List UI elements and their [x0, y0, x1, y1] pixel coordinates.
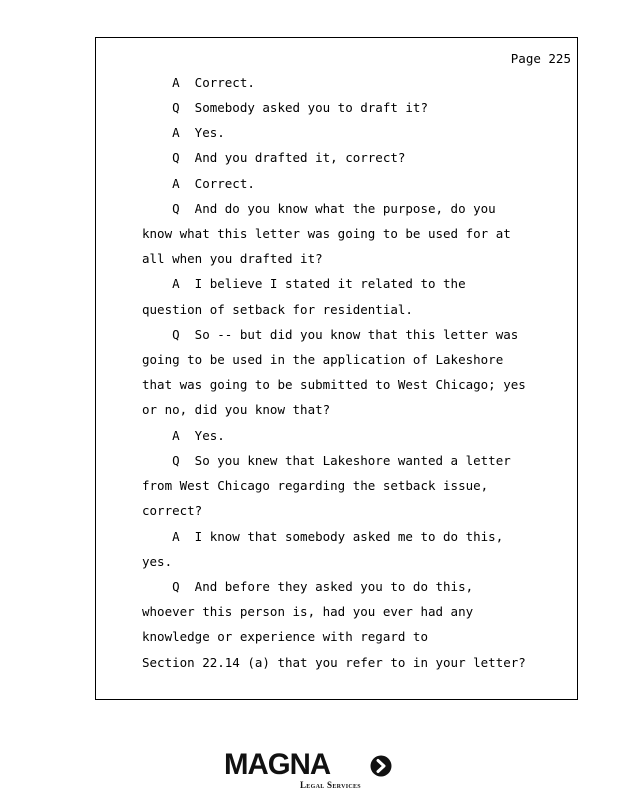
transcript-line: Section 22.14 (a) that you refer to in your letter? — [142, 655, 526, 670]
transcript-line: all when you drafted it? — [142, 251, 323, 266]
transcript-line: going to be used in the application of Lakeshore — [142, 352, 504, 367]
transcript-line: from West Chicago regarding the setback issue, — [142, 478, 489, 493]
transcript-page — [95, 37, 578, 700]
logo-word: MAGNA — [224, 748, 331, 781]
transcript-line: Q And do you know what the purpose, do you — [142, 201, 496, 216]
chevron-right-circle-icon — [370, 755, 392, 777]
transcript-line: Q So -- but did you know that this letter was — [142, 327, 519, 342]
transcript-line: A Yes. — [142, 125, 225, 140]
transcript-line: A Correct. — [142, 75, 255, 90]
transcript-line: question of setback for residential. — [142, 302, 413, 317]
transcript-line: whoever this person is, had you ever had any — [142, 604, 474, 619]
transcript-line: know what this letter was going to be used for at — [142, 226, 511, 241]
transcript-line: that was going to be submitted to West Chicago; yes — [142, 377, 526, 392]
transcript-line: correct? — [142, 503, 203, 518]
transcript-line: A Yes. — [142, 428, 225, 443]
transcript-line: Q And before they asked you to do this, — [142, 579, 474, 594]
transcript-line: Q So you knew that Lakeshore wanted a letter — [142, 453, 511, 468]
magna-logo — [224, 750, 394, 794]
transcript-line: A I believe I stated it related to the — [142, 276, 466, 291]
transcript-line: A Correct. — [142, 176, 255, 191]
transcript-line: or no, did you know that? — [142, 402, 331, 417]
page-number: Page 225 — [510, 51, 571, 66]
transcript-line: knowledge or experience with regard to — [142, 629, 428, 644]
transcript-line: Q And you drafted it, correct? — [142, 150, 406, 165]
transcript-line: A I know that somebody asked me to do this, — [142, 529, 504, 544]
logo-subtitle: Legal Services — [300, 780, 361, 790]
transcript-line: Q Somebody asked you to draft it? — [142, 100, 428, 115]
transcript-line: yes. — [142, 554, 173, 569]
